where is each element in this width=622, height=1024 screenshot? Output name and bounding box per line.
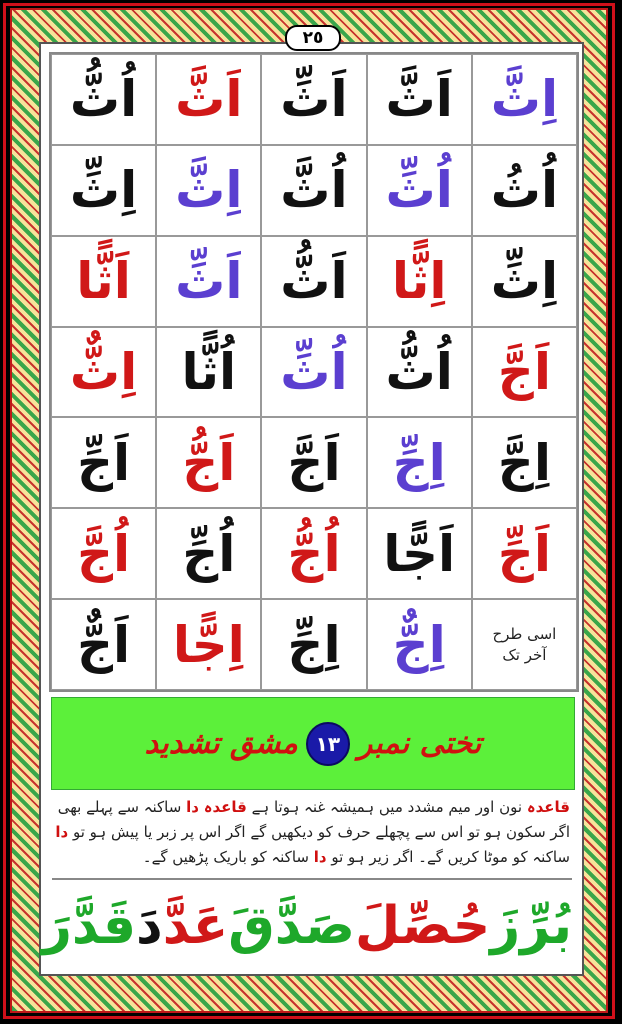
- lesson-banner: [51, 697, 575, 790]
- grid-cell: اَجُّ: [156, 417, 261, 508]
- rule-text-1: نون اور میم مشدد میں ہمیشہ غنہ ہوتا ہے: [251, 798, 523, 816]
- note-line-1: اسی طرح: [492, 624, 557, 643]
- rule-text-2: ساکنہ سے پہلے بھی اگر سکون ہو تو اس سے پچھلے حرف کو دیکھیں گے اگر اس پر زبر یا پیش ہو تو: [57, 798, 570, 841]
- grid-cell: اَثَّ: [367, 54, 472, 145]
- grid-cell: اُجِّ: [156, 508, 261, 599]
- grid-cell: اُجَّ: [51, 508, 156, 599]
- example-word: دَ: [136, 896, 163, 956]
- example-word: عَدَّ: [162, 896, 229, 956]
- grid-cell: اُثُّ: [51, 54, 156, 145]
- grid-cell: اِجًّا: [156, 599, 261, 690]
- grid-cell: اَثَّ: [156, 54, 261, 145]
- grid-cell: اَثُّ: [261, 236, 366, 327]
- rule-text-3: ساکنہ کو موٹا کریں گے۔ اگر زیر ہو تو: [331, 848, 570, 866]
- grid-cell: اَثِّ: [261, 54, 366, 145]
- grid-cell: اَجًّا: [367, 508, 472, 599]
- grid-cell: اِثِّ: [51, 145, 156, 236]
- grid-cell: اَثًّا: [51, 236, 156, 327]
- rule-keyword: قاعدہ: [526, 798, 570, 816]
- rule-text-4: ساکنہ کو باریک پڑھیں گے۔: [142, 848, 309, 866]
- grid-cell: اُثُ: [472, 145, 577, 236]
- grid-cell: اِثِّ: [472, 236, 577, 327]
- grid-cell: اَجَّ: [472, 327, 577, 418]
- daal-label: دا: [186, 798, 199, 816]
- grid-cell: اِثَّ: [472, 54, 577, 145]
- grid-cell: اِثَّ: [156, 145, 261, 236]
- grid-cell: اُثًّا: [156, 327, 261, 418]
- grid-cell: اِثٌّ: [51, 327, 156, 418]
- daal-label-3: دا: [313, 848, 327, 866]
- grid-cell: اُثِّ: [261, 327, 366, 418]
- page-number: ٢٥: [285, 25, 341, 51]
- grid-cell: اِثًّا: [367, 236, 472, 327]
- letter-grid: [49, 52, 579, 692]
- example-words: [41, 884, 572, 968]
- grid-cell: اِجِّ: [261, 599, 366, 690]
- example-word: بُرِّزَ: [490, 896, 572, 956]
- grid-cell: اَجٌّ: [51, 599, 156, 690]
- rule-keyword-2: قاعدہ: [203, 798, 247, 816]
- banner-title-right: مشق تشدید: [144, 726, 298, 761]
- banner-title-left: تختی نمبر: [357, 726, 482, 761]
- grid-cell: اُثُّ: [367, 327, 472, 418]
- grid-cell: اُثَّ: [261, 145, 366, 236]
- rule-paragraph: [55, 795, 570, 875]
- grid-cell-note: [472, 599, 577, 690]
- grid-cell: اِجَّ: [472, 417, 577, 508]
- grid-cell: اِجٌّ: [367, 599, 472, 690]
- example-word: حُصِّلَ: [355, 896, 491, 956]
- grid-cell: اُجُّ: [261, 508, 366, 599]
- divider: [52, 878, 572, 880]
- grid-cell: اَثِّ: [156, 236, 261, 327]
- example-word: صَدَّقَ: [228, 896, 356, 956]
- grid-cell: اَجِّ: [472, 508, 577, 599]
- grid-cell: اَجِّ: [51, 417, 156, 508]
- example-word: قَدَّرَ: [41, 896, 137, 956]
- grid-cell: اِجِّ: [367, 417, 472, 508]
- lesson-number-badge: ١٣: [306, 722, 350, 766]
- note-line-2: آخر تک: [502, 645, 547, 664]
- daal-label-2: دا: [55, 823, 69, 841]
- grid-cell: اَجَّ: [261, 417, 366, 508]
- grid-cell: اُثِّ: [367, 145, 472, 236]
